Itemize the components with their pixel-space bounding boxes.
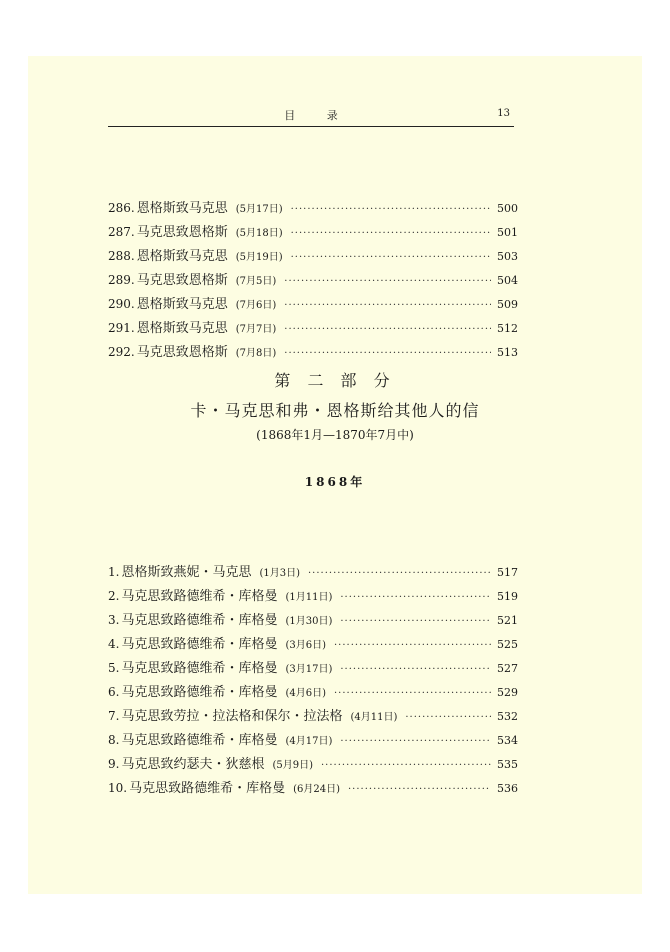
entry-number: 290.: [108, 297, 135, 311]
entry-title: 马克思致路德维希・库格曼: [121, 685, 278, 700]
toc-entry: [108, 316, 518, 340]
entry-page-number: 534: [497, 734, 518, 747]
entry-date: (4月17日): [285, 736, 333, 747]
toc-entry: [108, 196, 518, 220]
entry-number: 6.: [108, 685, 120, 699]
entry-page-number: 501: [497, 226, 518, 239]
entry-date: (5月17日): [235, 204, 283, 215]
entry-page-number: 521: [497, 614, 518, 627]
dot-leader: [284, 294, 491, 318]
dot-leader: [284, 270, 491, 294]
entry-page-number: 536: [497, 782, 518, 795]
entry-page-number: 504: [497, 274, 518, 287]
entry-date: (1月3日): [259, 568, 300, 579]
entry-number: 289.: [108, 273, 135, 287]
entry-title: 马克思致路德维希・库格曼: [121, 661, 278, 676]
toc-entry: [108, 584, 518, 608]
entry-date: (5月18日): [235, 228, 283, 239]
entry-number: 288.: [108, 249, 135, 263]
toc-entry: [108, 244, 518, 268]
entry-page-number: 513: [497, 346, 518, 359]
dot-leader: [284, 318, 491, 342]
entry-date: (7月7日): [235, 324, 277, 335]
dot-leader: [291, 198, 491, 222]
entry-page-number: 509: [497, 298, 518, 311]
dot-leader: [291, 222, 491, 246]
entry-number: 2.: [108, 589, 120, 603]
entry-date: (3月6日): [285, 640, 326, 651]
entry-page-number: 525: [497, 638, 518, 651]
toc-list-second: [108, 560, 518, 800]
entry-date: (5月19日): [235, 252, 283, 263]
dot-leader: [340, 658, 491, 682]
dot-leader: [291, 246, 491, 270]
entry-title: 恩格斯致燕妮・马克思: [121, 565, 252, 580]
entry-title: 马克思致约瑟夫・狄慈根: [121, 757, 265, 772]
entry-title: 马克思致恩格斯: [136, 273, 228, 288]
entry-page-number: 519: [497, 590, 518, 603]
dot-leader: [308, 562, 491, 586]
year-heading: 1868年: [304, 475, 366, 489]
entry-date: (4月6日): [285, 688, 326, 699]
entry-title: 马克思致路德维希・库格曼: [121, 589, 278, 604]
toc-entry: [108, 292, 518, 316]
entry-number: 7.: [108, 709, 120, 723]
part-subtitle: 卡・马克思和弗・恩格斯给其他人的信: [190, 401, 480, 420]
entry-title: 马克思致劳拉・拉法格和保尔・拉法格: [121, 709, 343, 724]
toc-entry: [108, 560, 518, 584]
entry-number: 10.: [108, 781, 128, 795]
entry-number: 9.: [108, 757, 120, 771]
entry-title: 马克思致路德维希・库格曼: [121, 637, 278, 652]
entry-number: 8.: [108, 733, 120, 747]
entry-number: 4.: [108, 637, 120, 651]
entry-title: 恩格斯致马克思: [136, 201, 228, 216]
dot-leader: [340, 610, 491, 634]
dot-leader: [405, 706, 491, 730]
toc-entry: [108, 704, 518, 728]
entry-number: 3.: [108, 613, 120, 627]
entry-page-number: 500: [497, 202, 518, 215]
dot-leader: [334, 682, 491, 706]
toc-entry: [108, 268, 518, 292]
entry-page-number: 532: [497, 710, 518, 723]
toc-entry: [108, 340, 518, 364]
entry-title: 马克思致恩格斯: [136, 345, 228, 360]
entry-page-number: 535: [497, 758, 518, 771]
dot-leader: [340, 730, 491, 754]
entry-date: (5月9日): [272, 760, 313, 771]
toc-entry: [108, 632, 518, 656]
entry-date: (7月8日): [235, 348, 277, 359]
entry-title: 马克思致路德维希・库格曼: [121, 733, 278, 748]
part-title: 第 二 部 分: [274, 371, 396, 390]
toc-entry: [108, 752, 518, 776]
entry-date: (7月5日): [235, 276, 277, 287]
entry-date: (4月11日): [350, 712, 398, 723]
dot-leader: [348, 778, 491, 802]
entry-title: 恩格斯致马克思: [136, 297, 228, 312]
entry-title: 马克思致路德维希・库格曼: [129, 781, 286, 796]
header-page-number: 13: [497, 108, 510, 119]
entry-number: 286.: [108, 201, 135, 215]
entry-page-number: 517: [497, 566, 518, 579]
entry-number: 287.: [108, 225, 135, 239]
entry-number: 5.: [108, 661, 120, 675]
entry-page-number: 529: [497, 686, 518, 699]
entry-title: 恩格斯致马克思: [136, 321, 228, 336]
entry-number: 291.: [108, 321, 135, 335]
entry-page-number: 503: [497, 250, 518, 263]
entry-date: (7月6日): [235, 300, 277, 311]
entry-date: (6月24日): [293, 784, 340, 795]
part-date-range: (1868年1月—1870年7月中): [256, 428, 414, 442]
toc-list-first: [108, 196, 518, 364]
entry-title: 恩格斯致马克思: [136, 249, 228, 264]
toc-entry: [108, 680, 518, 704]
entry-page-number: 512: [497, 322, 518, 335]
header-title: 目 录: [284, 109, 352, 122]
entry-page-number: 527: [497, 662, 518, 675]
dot-leader: [334, 634, 491, 658]
running-header: [108, 106, 514, 127]
toc-entry: [108, 608, 518, 632]
toc-entry: [108, 776, 518, 800]
toc-entry: [108, 728, 518, 752]
entry-number: 1.: [108, 565, 120, 579]
entry-title: 马克思致路德维希・库格曼: [121, 613, 278, 628]
entry-date: (3月17日): [285, 664, 333, 675]
entry-title: 马克思致恩格斯: [136, 225, 228, 240]
entry-number: 292.: [108, 345, 135, 359]
dot-leader: [340, 586, 491, 610]
toc-entry: [108, 220, 518, 244]
entry-date: (1月30日): [285, 616, 333, 627]
dot-leader: [321, 754, 491, 778]
toc-entry: [108, 656, 518, 680]
dot-leader: [284, 342, 491, 366]
entry-date: (1月11日): [285, 592, 333, 603]
